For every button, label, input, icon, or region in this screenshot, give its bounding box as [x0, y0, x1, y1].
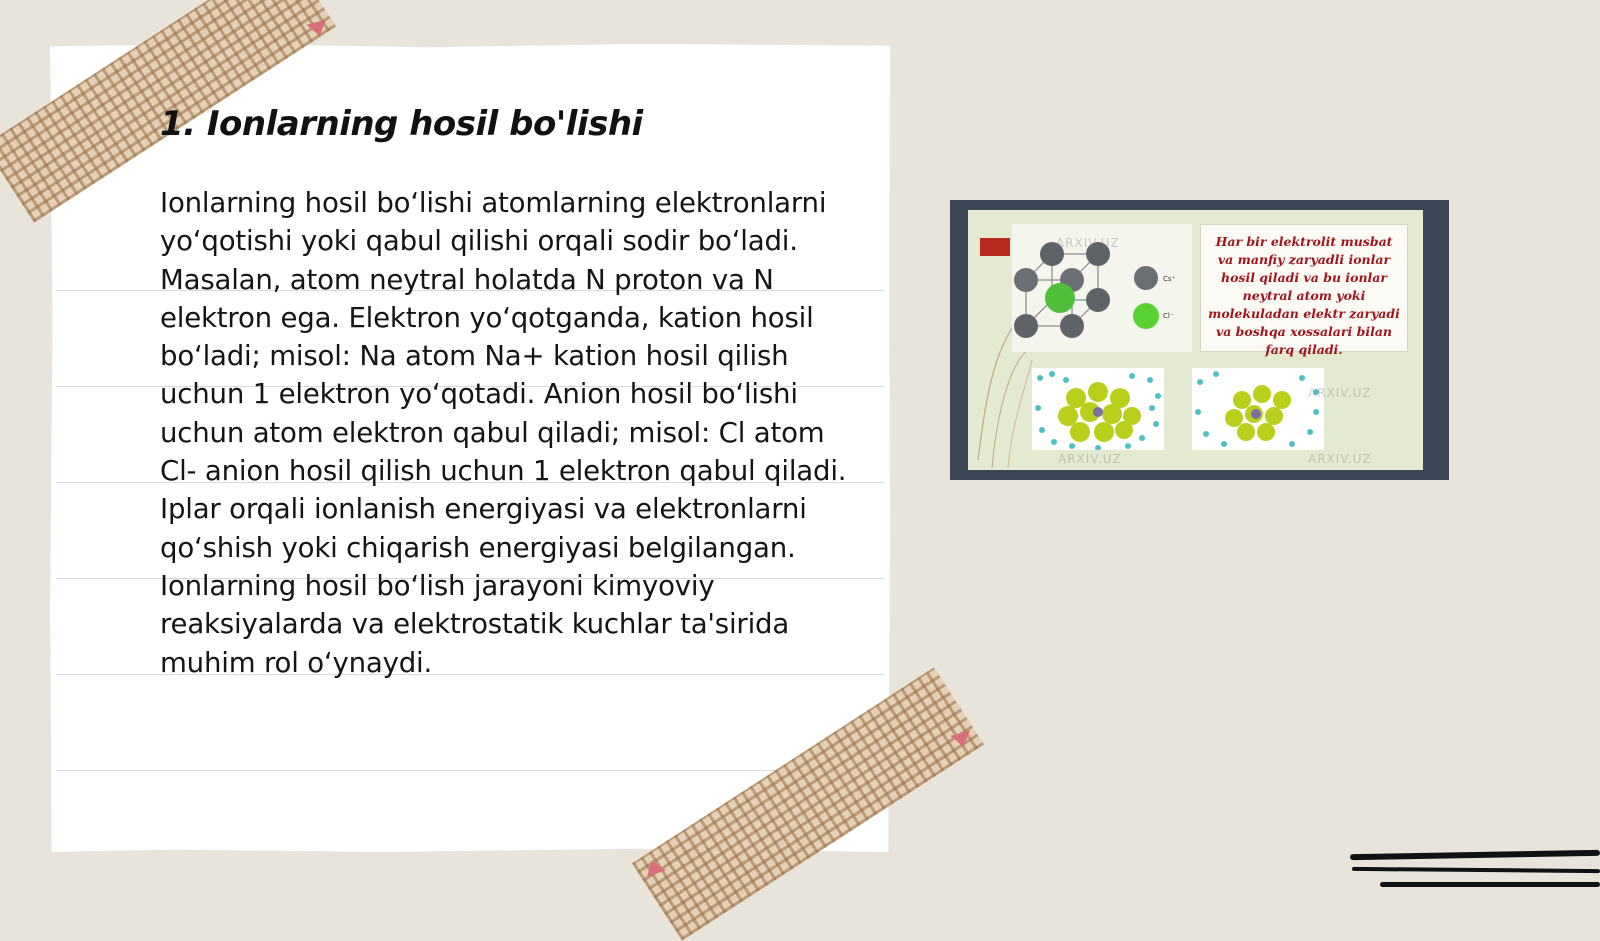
brush-stroke	[1352, 867, 1600, 873]
anion-legend: Cl⁻	[1163, 312, 1174, 320]
watermark: ARXIV.UZ	[1056, 236, 1120, 250]
image-caption: Har bir elektrolit musbat va manfiy zaryadli ionlar hosil qiladi va bu ionlar neytral atom yoki molekuladan elektr zaryadi va boshqa xossalari bilan farq qiladi.	[1200, 224, 1408, 352]
watermark: ARXIV.UZ	[1058, 452, 1122, 466]
image-content	[968, 210, 1423, 470]
embedded-image	[950, 200, 1449, 480]
molecule-panel	[1032, 368, 1164, 450]
brush-stroke	[1350, 850, 1600, 860]
watermark: ARXIV.UZ	[1308, 452, 1372, 466]
brush-stroke	[1380, 882, 1600, 887]
molecule-panel	[1192, 368, 1324, 450]
ruled-line	[56, 770, 884, 771]
slide-heading: 1. Ionlarning hosil bo'lishi	[160, 104, 643, 144]
slide-body-text: Ionlarning hosil bo‘lishi atomlarning elektronlarni yo‘qotishi yoki qabul qilishi orqali sodir bo‘ladi. Masalan, atom neytral holatda N proton va N elektron ega. Elektron yo‘qotganda, kation hosil bo‘ladi; misol: Na atom Na+ kation hosil qilish uchun 1 elektron yo‘qotadi. Anion hosil bo‘lishi uchun atom elektron qabul qiladi; misol: Cl atom Cl- anion hosil qilish uchun 1 elektron qabul qiladi. Iplar orqali ionlanish energiyasi va elektronlarni qo‘shish yoki chiqarish energiyasi belgilangan. Ionlarning hosil bo‘lish jarayoni kimyoviy reaksiyalarda va elektrostatik kuchlar ta'sirida muhim rol o‘ynaydi.	[160, 186, 847, 679]
cation-legend: Cs⁺	[1163, 275, 1176, 283]
hydrated-ions-icon	[1192, 368, 1324, 450]
hydrated-ions-icon	[1032, 368, 1164, 450]
watermark: ARXIV.UZ	[1308, 386, 1372, 400]
